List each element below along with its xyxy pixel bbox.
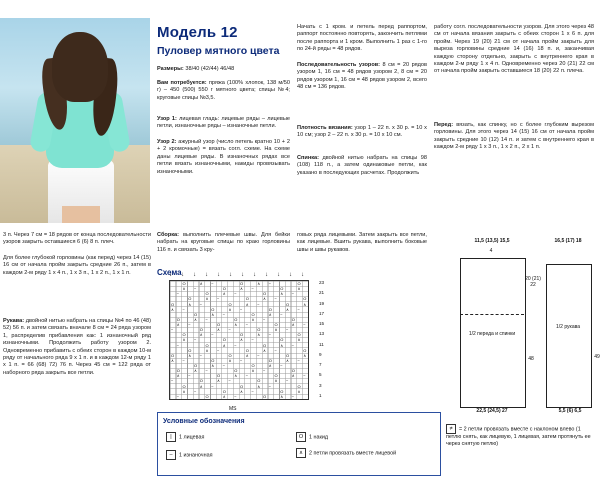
chart-row-number: 15 [319,321,325,326]
chart-symbol: O [176,368,180,374]
chart-symbol: − [176,342,180,348]
chart-symbol: O [263,291,267,297]
legend-symbol-purl: – [166,450,176,460]
chart-symbol: ∧ [205,347,209,353]
garment-schematics [446,236,598,412]
chart-symbol: O [268,357,272,363]
chart-symbol: − [291,393,295,399]
chart-symbol: − [228,327,231,333]
text-shoulder: 3 п. Через 7 см = 18 рядов от конца последовательности узоров закрыть оставшиеся 6 (6) 8 п. плеч. [3,232,151,246]
chart-symbol: O [228,301,232,307]
legend-item-3: ∧ 2 петли провязать вместе лицевой [296,448,431,458]
schema-title: Схема [157,268,182,277]
body-neck-width: 4 [489,248,493,254]
chart-row-number: 1 [319,392,322,398]
chart-symbol: O [297,332,301,338]
chart-symbol: O [182,281,186,286]
chart-symbol: − [199,301,203,307]
chart-symbol: ∧ [199,332,203,338]
chart-symbol: ∧ [268,311,272,317]
chart-symbol: O [176,316,180,322]
chart-symbol: − [303,373,306,379]
chart-symbol: − [171,378,174,384]
chart-symbol: − [251,337,254,343]
chart-symbol: − [188,373,191,379]
chart-symbol: ∧ [240,337,243,343]
chart-symbol: ∧ [297,286,301,292]
chart-ms-label: MS [229,406,237,412]
chart-symbol: − [182,357,185,363]
chart-symbol: ∧ [280,393,284,399]
chart-symbol: ∧ [176,373,180,379]
body-armhole-depth: 20 (21) 22 [525,276,541,288]
right-legend-text: = 2 петли провязать вместе с наклоном влево (1 петлю снять, как лицевую, 1 лицевая, затем протянуть ее через снятую петлю) [446,426,591,448]
chart-symbol: O [240,332,244,338]
chart-symbol: ∧ [274,327,278,333]
sleeve-piece-name: 1/2 рукава [555,324,581,330]
chart-row-number: 23 [319,280,325,285]
chart-symbol: O [211,306,215,312]
chart-symbol: ∧ [182,337,186,343]
chart-symbol: − [234,342,237,348]
chart-symbol: ∧ [280,342,284,348]
chart-symbol: O [211,357,215,363]
chart-symbol: ∧ [291,373,295,379]
legend-item-1: – 1 изнаночная [166,450,286,460]
text-gauge: Плотность вязания: узор 1 – 22 п. х 30 р. = 10 х 10 см; узор 2 – 22 п. х 30 р. = 10 х 10 см. [297,125,427,139]
chart-symbol: ∧ [228,357,232,363]
chart-symbol: ∧ [199,383,203,389]
chart-symbol: O [199,327,203,333]
chart-symbol: ∧ [182,286,186,292]
chart-symbol: O [257,378,261,384]
chart-symbol: − [245,322,249,328]
chart-symbol: − [211,383,214,389]
chart-symbol: ∧ [171,306,174,312]
chart-row-number: 19 [319,300,325,306]
chart-symbol: O [263,342,267,348]
chart-symbol: O [171,352,175,358]
chart-symbol: ∧ [171,357,174,363]
chart-symbol: ∧ [217,327,220,333]
chart-symbol: − [280,311,283,317]
chart-symbol: − [268,281,272,286]
chart-symbol: O [171,301,175,307]
chart-arrows: ↓↓↓↓↓↓↓↓↓↓↓↓ [169,272,313,278]
chart-symbol: − [217,347,220,353]
page-subtitle: Пуловер мятного цвета [157,45,280,57]
legend-symbol-yarnover: O [296,432,306,442]
chart-symbol: ∧ [297,388,301,394]
chart-symbol: O [194,363,198,369]
chart-symbol: ∧ [280,291,284,297]
chart-symbol: O [182,332,186,338]
chart-symbol: − [194,388,197,394]
chart-symbol: − [263,316,266,322]
chart-symbol: ∧ [263,296,266,302]
chart-symbol: ∧ [188,301,192,307]
legend-title: Условные обозначения [163,418,245,425]
chart-symbol: ∧ [234,373,238,379]
chart-symbol: − [188,322,191,328]
chart-symbol: − [205,368,208,374]
chart-symbol: − [205,316,208,322]
chart-symbol: O [199,378,203,384]
chart-symbol: O [274,373,278,379]
chart-symbol: O [222,388,226,394]
chart-symbol: O [280,388,284,394]
text-assembly: Сборка: выполнить плечевые швы. Для бейки набрать на круговые спицы по краю горловины 116 п. и связать 3 кру- [157,232,290,253]
chart-symbol: ∧ [286,357,289,363]
chart-row-number: 5 [319,372,322,378]
chart-symbol: ∧ [286,306,289,312]
chart-symbol: − [286,378,289,384]
chart-symbol: ∧ [222,393,226,399]
text-sizes: Размеры: 38/40 (42/44) 46/48 [157,66,235,72]
chart-symbol: O [245,296,249,302]
chart-symbol: − [268,332,272,338]
chart-symbol: − [263,368,266,374]
chart-symbol: O [234,316,238,322]
chart-symbol: − [176,393,180,399]
chart-symbol: O [303,347,307,353]
sleeve-bottom-width: 5,5 (6) 6,5 [558,408,582,414]
chart-symbol: ∧ [194,316,197,322]
chart-symbol: ∧ [240,388,243,394]
chart-symbol: O [274,322,278,328]
chart-symbol: O [217,322,221,328]
chart-symbol: ∧ [234,322,238,328]
chart-symbol: − [257,301,260,307]
chart-symbol: O [280,286,284,292]
chart-symbol: − [297,357,300,363]
chart-symbol: ∧ [274,378,278,384]
chart-symbol: ∧ [251,316,255,322]
chart-symbol: − [194,337,197,343]
chart-symbol: O [297,281,301,286]
chart-symbol: O [188,347,192,353]
sleeve-top-width: 16,5 (17) 18 [554,238,582,244]
chart-row-number: 7 [319,362,322,367]
chart-symbol: O [222,286,226,292]
text-front: Перед: вязать, как спинку, но с более глубоким вырезом горловины. Для этого через 14 (15) 16 см от начала пройм закрыть средние 10 (12) 14 п. и затем с внутреннего края в каждом 2-м ряду 1 х 3 п., 1 х 2 п., 2 х 1 п. [434,122,594,151]
text-pattern-2: Узор 2: ажурный узор (число петель кратно 10 + 2 + 2 кромочные) = вязать согл. схеме. На схеме даны лицевые ряды. В изнаночных рядах все петли вязать изнаночными, накиды провязывать изнаночными. [157,139,290,175]
chart-symbol: ∧ [194,368,197,374]
chart-symbol: − [217,296,220,302]
body-piece-name: 1/2 переда и спинки [468,331,516,337]
ssk-icon: ≠ [446,424,456,434]
chart-symbol: O [291,316,295,322]
text-sleeves: Рукава: двойной нитью набрать на спицы №4 по 46 (48) 52) 56 п. и затем связать вначале 8 см = 24 ряда узором 1, распределив прибавления как: 1 изнаночный ряд изнаночными. Продолжить работу узором 2. Одновременно прибавить с обеих сторон в каждом 10-м ряду от начального ряда 9 х 1 п. и в каждом 12-м ряду 1 х 1 п. = 66 (68) 72) 76 п. Через 45 см = 122 ряда от наборного ряда закрыть все петли. [3,318,151,376]
legend-symbol-knit: | [166,432,176,442]
chart-symbol: ∧ [291,322,295,328]
chart-symbol: ∧ [182,388,186,394]
photo-legs [62,206,100,223]
chart-row-numbers [319,280,329,398]
chart-symbol: − [297,306,300,312]
right-legend [446,424,596,448]
chart-symbol: − [234,393,237,399]
body-bottom-width: 22,5 (24,5) 27 [476,408,508,414]
text-materials: Вам потребуется: пряжа (100% хлопок, 138 м/50 г) – 450 (500) 550 г мятного цвета; спицы №4; круговые спицы №3,5. [157,80,290,101]
chart-symbol: O [297,383,301,389]
chart-symbol: ∧ [176,322,180,328]
chart-symbol: O [251,311,255,317]
chart-symbol: − [240,306,243,312]
chart-row-number: 11 [319,341,324,347]
chart-symbol: − [194,286,197,292]
chart-symbol: − [171,327,174,333]
chart-symbol: O [240,281,244,286]
chart-symbol: ∧ [251,368,255,374]
chart-symbol: ∧ [303,352,307,358]
chart-symbol: − [211,281,214,286]
chart-grid [169,280,309,400]
chart-symbol: O [240,383,244,389]
chart-row-number: 9 [319,351,322,357]
body-top-width: 11,5 (13,5) 15,5 [474,238,510,244]
page-title: Модель 12 [157,24,238,41]
chart-symbol: − [303,322,306,328]
chart-symbol: O [205,291,209,297]
chart-symbol: O [228,352,232,358]
chart-symbol: O [205,342,209,348]
chart-symbol: O [217,373,221,379]
chart-symbol: O [303,296,307,302]
chart-symbol: ∧ [199,281,203,286]
chart-symbol: O [251,363,255,369]
chart-symbol: ∧ [263,347,266,353]
chart-symbol: O [182,383,186,389]
chart-symbol: O [268,306,272,312]
text-repeat: Начать с 1 кром. и петель перед раппортом, раппорт постоянно повторять, закончить петлями после раппорта и 1 кром. Выполнить 1 раз с 1-го по 24-й ряды = 48 рядов. [297,24,427,53]
chart-symbol: − [176,291,180,297]
chart-symbol: O [286,352,290,358]
chart-symbol: ∧ [205,296,209,302]
chart-symbol: ∧ [217,378,220,384]
chart-symbol: ∧ [228,306,232,312]
sleeve-schematic [546,264,592,408]
chart-symbol: − [182,306,185,312]
chart-symbol: − [222,363,226,369]
chart-symbol: ∧ [222,342,226,348]
chart-row-number: 3 [319,382,322,388]
body-armhole-line [460,314,524,315]
chart-symbol: O [257,327,261,333]
chart-symbol: O [263,393,267,399]
chart-symbol: − [222,311,226,317]
chart-symbol: − [274,347,277,353]
chart-symbol: ∧ [257,281,261,286]
text-back-cont: работу согл. последовательности узоров. Для этого через 48 см от начала вязания закрыть с обеих сторон 1 х 6 п. для пройм. Через 19 (20) 21 см от начала пройм закрыть для выреза горловины средние 14 (16) 18 п. и, заканчивая каждую сторону отдельно, закрыть с внутреннего края в каждом 2-м ряду 1 х 4 п. Одновременно через 20 (21) 22 см от начала пройм закрыть оставшиеся 18 (20) 22 п. плеча. [434,24,594,75]
chart-row-number: 17 [319,310,325,316]
chart-symbol: ∧ [222,291,226,297]
chart-symbol: ∧ [211,311,215,317]
chart-symbol: − [286,327,289,333]
chart-symbol: ∧ [257,332,261,338]
legend-item-2: O 1 накид [296,432,431,442]
chart-symbol: ∧ [303,301,307,307]
chart-symbol: − [211,332,214,338]
chart-symbol: ∧ [240,286,243,292]
chart-symbol: ∧ [188,352,192,358]
model-photo [0,18,150,223]
chart-symbol: − [280,363,283,369]
chart-row-number: 13 [319,331,325,337]
text-assembly-2: говых ряда лицевыми. Затем закрыть все петли, как лицевые. Вшить рукава, выполнить боковые швы и швы рукавов. [297,232,427,253]
chart-symbol: − [240,357,243,363]
chart-symbol: − [291,291,295,297]
chart-symbol: ∧ [297,337,301,343]
chart-symbol: − [234,291,237,297]
text-sequence: Последовательность узоров: 8 см = 20 рядов узором 1, 16 см = 48 рядов узором 2, 8 см = 20 рядов узором 1, 16 см = 48 рядов узором 2, всего 48 см = 136 рядов. [297,62,428,91]
body-height: 48 [528,356,534,362]
chart-symbol: − [199,352,203,358]
chart-symbol: O [205,393,209,399]
chart-symbol: O [245,347,249,353]
legend-item-0: | 1 лицевая [166,432,286,442]
chart-symbol: − [251,388,254,394]
text-pattern-1: Узор 1: лицевая гладь: лицевые ряды – лицевые петли, изнаночные ряды – изнаночные петли. [157,116,290,130]
chart-symbol: − [274,296,277,302]
legend-symbol-k2tog: ∧ [296,448,306,458]
chart-symbol: − [245,373,249,379]
chart-symbol: ∧ [257,383,261,389]
chart-symbol: O [194,311,198,317]
text-neck-deep: Для более глубокой горловины (как перед) через 14 (15) 16 см от начала пройм закрыть средние 26 п., затем в каждом 2-м ряду 1 х 4 п., 1 х 3 п., 1 х 2 п., 1 х 1 п. [3,255,151,276]
chart-symbol: O [280,337,284,343]
chart-symbol: O [291,368,295,374]
photo-hair [52,32,108,102]
chart-symbol: − [251,286,254,292]
chart-row-number: 21 [319,290,325,296]
chart-symbol: − [291,342,295,348]
chart-symbol: ∧ [211,363,215,369]
chart-symbol: ∧ [268,363,272,369]
chart-symbol: − [257,352,260,358]
chart-symbol: O [222,337,226,343]
chart-symbol: − [228,378,231,384]
chart-symbol: O [234,368,238,374]
chart-symbol: ∧ [245,301,249,307]
chart-symbol: ∧ [245,352,249,358]
chart-symbol: − [268,383,272,389]
chart-symbol: O [286,301,290,307]
text-back: Спинка: двойной нитью набрать на спицы 98 (108) 118 п., а затем одинаковые петли, как указано в последующих расчетах. Продолжить [297,155,427,176]
sleeve-height: 49 [594,354,600,360]
chart-symbol: O [188,296,192,302]
